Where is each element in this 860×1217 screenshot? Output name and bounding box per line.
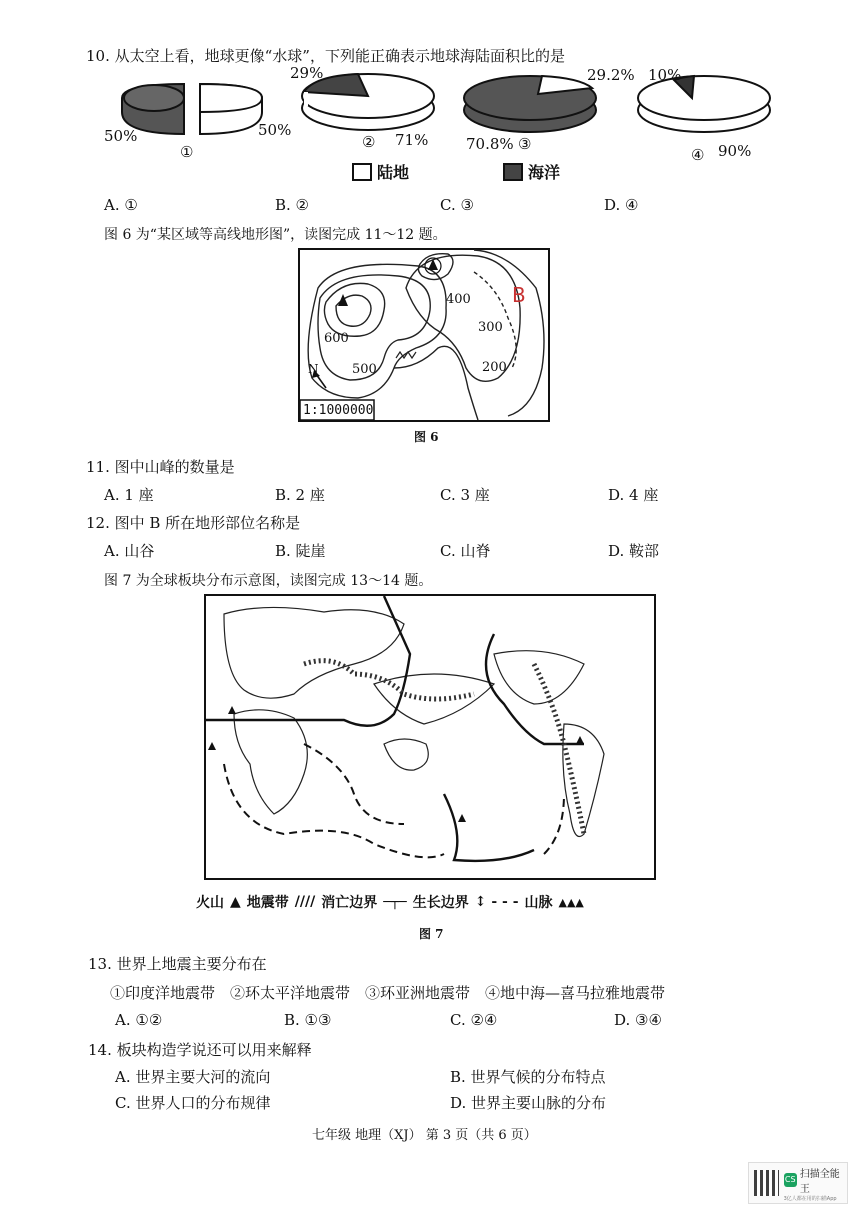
- handwritten-b: B: [512, 283, 526, 307]
- contour-200: 200: [482, 360, 507, 375]
- q13-option-c[interactable]: C. ②④: [450, 1011, 498, 1029]
- q12-option-a[interactable]: A. 山谷: [104, 542, 155, 560]
- volcano-icon: ▲: [230, 894, 241, 910]
- pie-2-ocean-pct: 29%: [290, 64, 324, 82]
- q11-option-d[interactable]: D. 4 座: [608, 486, 659, 504]
- q12-option-c[interactable]: C. 山脊: [440, 542, 491, 560]
- scanner-name: 扫描全能王: [799, 1168, 840, 1195]
- qr-code-icon: [754, 1170, 779, 1196]
- q14-option-b[interactable]: B. 世界气候的分布特点: [450, 1068, 606, 1086]
- question-13: 13. 世界上地震主要分布在: [88, 955, 267, 973]
- legend-land: [352, 160, 409, 183]
- q10-option-b[interactable]: B. ②: [275, 196, 310, 214]
- q13-option-b[interactable]: B. ①③: [284, 1011, 332, 1029]
- q12-option-b[interactable]: B. 陡崖: [275, 542, 326, 560]
- pie-3-land-pct: 29.2%: [587, 66, 635, 84]
- legend-ocean-label: 海洋: [528, 163, 561, 182]
- question-10: 10. 从太空上看，地球更像“水球”，下列能正确表示地球海陆面积比的是: [86, 47, 565, 65]
- earthquake-belt-icon: ////: [294, 894, 316, 910]
- divergent-boundary-icon: ↕ - - -: [474, 894, 519, 910]
- legend-mount-label: 山脉: [524, 895, 553, 911]
- legend-ocean: [503, 160, 560, 183]
- land-swatch: [352, 163, 372, 181]
- mountain-icon: ▲▲▲: [558, 895, 584, 909]
- pie-2-label: ②: [362, 133, 376, 151]
- question-11: 11. 图中山峰的数量是: [86, 458, 235, 476]
- north-label: N: [308, 362, 319, 376]
- contour-600: 600: [324, 331, 349, 346]
- pie-chart-4: [638, 76, 770, 132]
- scanner-sub: 3亿人都在用的扫描App: [783, 1195, 837, 1202]
- convergent-boundary-icon: ─┬─: [383, 894, 407, 910]
- scanner-logo-icon: CS: [784, 1173, 797, 1187]
- figure-6-caption: 图 6: [414, 430, 439, 444]
- pie-chart-3: [464, 76, 596, 132]
- contour-500: 500: [352, 362, 377, 377]
- pie-chart-2: [302, 74, 434, 130]
- pie-4-ocean-pct: 10%: [648, 66, 682, 84]
- pie-4-land-pct: 90%: [718, 142, 752, 160]
- figure-7-caption: 图 7: [419, 927, 444, 941]
- pie-3-label: ③: [518, 135, 532, 153]
- legend-grow-label: 生长边界: [412, 895, 469, 911]
- q14-option-a[interactable]: A. 世界主要大河的流向: [115, 1068, 271, 1086]
- q10-option-c[interactable]: C. ③: [440, 196, 474, 214]
- pie-2-land-pct: 71%: [395, 131, 429, 149]
- intro-figure-6: 图 6 为“某区域等高线地形图”，读图完成 11～12 题。: [104, 227, 447, 243]
- legend-volcano-label: 火山: [196, 895, 224, 911]
- land-sea-pie-charts: [112, 64, 792, 194]
- pie-1-label: ①: [180, 143, 194, 161]
- page-footer: 七年级 地理（XJ） 第 3 页（共 6 页）: [312, 1128, 537, 1143]
- q13-option-d[interactable]: D. ③④: [614, 1011, 662, 1029]
- pie-4-label: ④: [691, 146, 705, 164]
- scanner-watermark: [748, 1162, 848, 1204]
- q12-option-d[interactable]: D. 鞍部: [608, 542, 660, 560]
- pie-3-ocean-pct: 70.8%: [466, 135, 514, 153]
- contour-300: 300: [478, 320, 503, 335]
- world-plate-map: [204, 594, 656, 880]
- pie-chart-1: [122, 84, 262, 134]
- q11-option-c[interactable]: C. 3 座: [440, 486, 490, 504]
- q13-items: ①印度洋地震带 ②环太平洋地震带 ③环亚洲地震带 ④地中海—喜马拉雅地震带: [110, 984, 666, 1002]
- legend-subduct-label: 消亡边界: [321, 895, 378, 911]
- scale-label: 1:1000000: [303, 403, 374, 418]
- ocean-swatch: [503, 163, 523, 181]
- legend-quake-label: 地震带: [246, 895, 289, 911]
- q14-option-d[interactable]: D. 世界主要山脉的分布: [450, 1094, 607, 1112]
- intro-figure-7: 图 7 为全球板块分布示意图，读图完成 13～14 题。: [104, 573, 433, 589]
- question-14: 14. 板块构造学说还可以用来解释: [88, 1041, 312, 1059]
- q14-option-c[interactable]: C. 世界人口的分布规律: [115, 1094, 271, 1112]
- contour-400: 400: [446, 292, 471, 307]
- figure-7-legend: [196, 892, 584, 912]
- q13-option-a[interactable]: A. ①②: [115, 1011, 163, 1029]
- q11-option-a[interactable]: A. 1 座: [104, 486, 154, 504]
- q11-option-b[interactable]: B. 2 座: [275, 486, 325, 504]
- pie-1-ocean-pct: 50%: [104, 127, 138, 145]
- q10-option-a[interactable]: A. ①: [104, 196, 138, 214]
- q10-option-d[interactable]: D. ④: [604, 196, 639, 214]
- legend-land-label: 陆地: [377, 163, 410, 182]
- pie-1-land-pct: 50%: [258, 121, 292, 139]
- question-12: 12. 图中 B 所在地形部位名称是: [86, 514, 301, 532]
